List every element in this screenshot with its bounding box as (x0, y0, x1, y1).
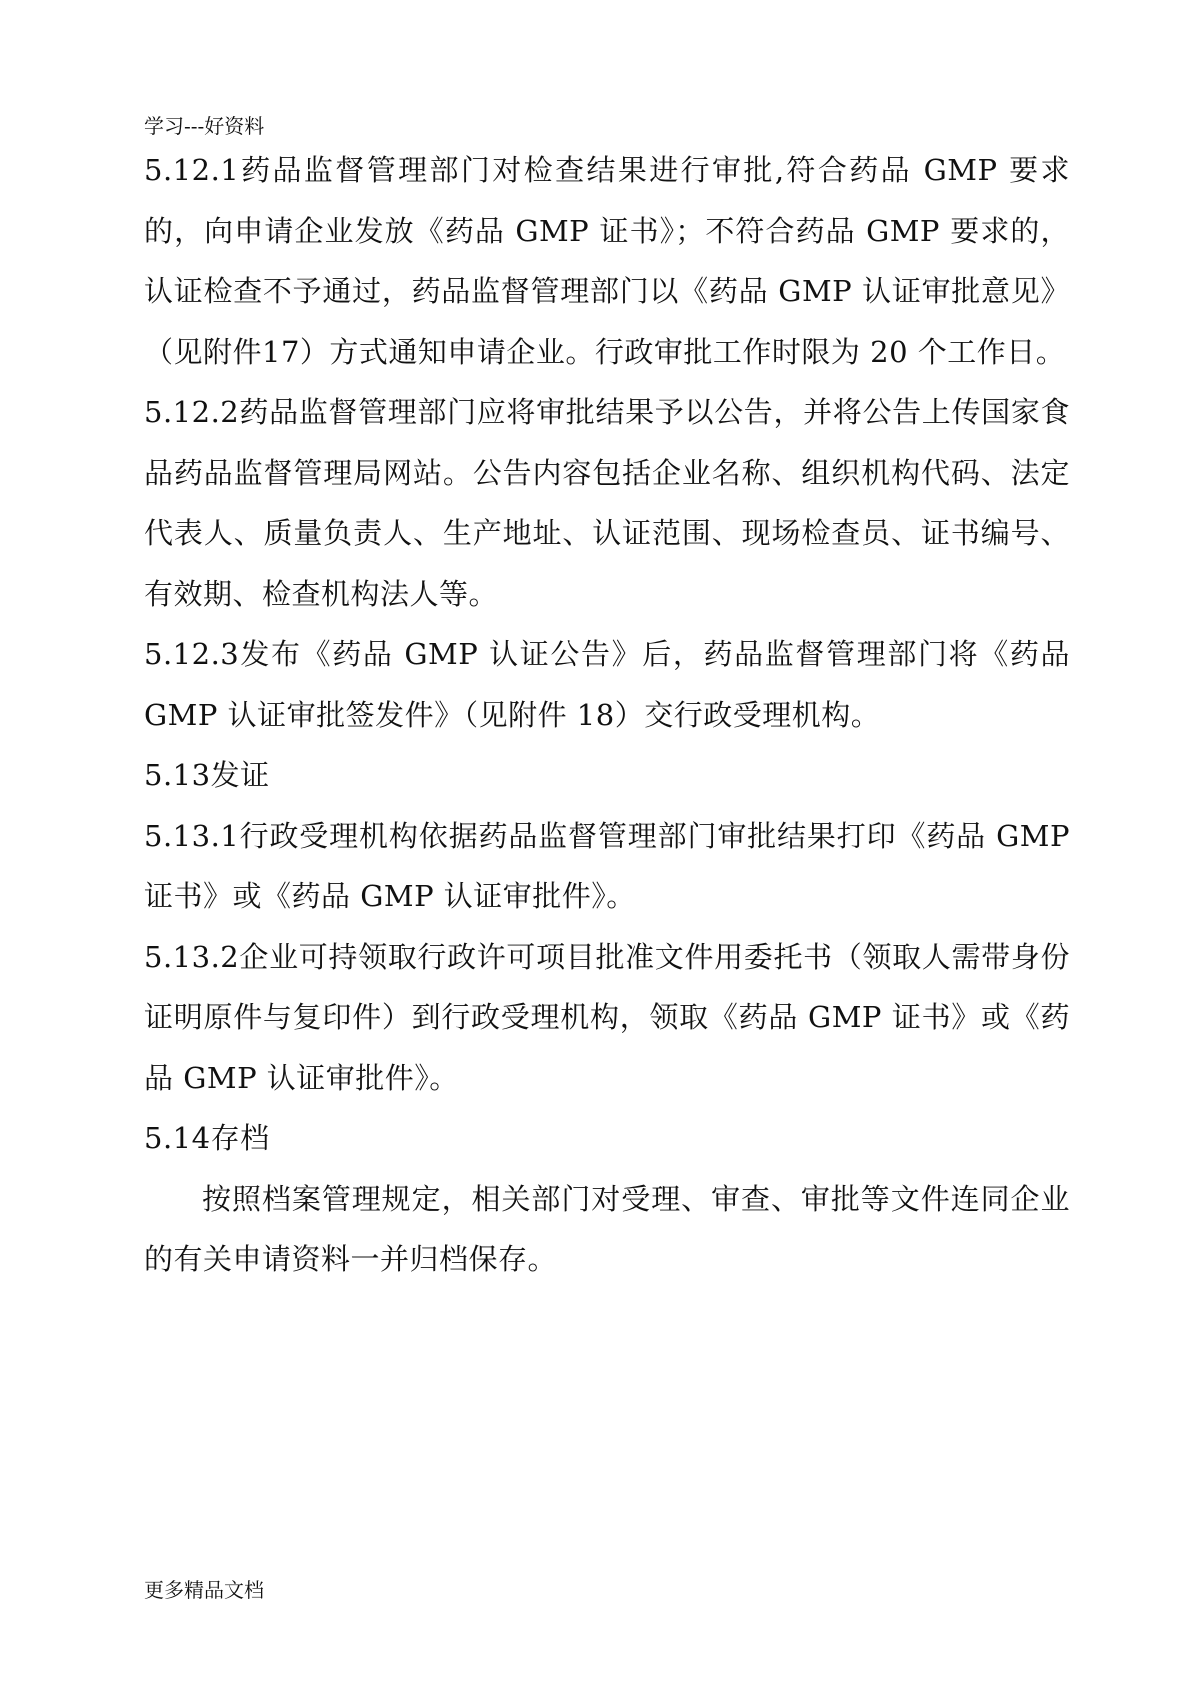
section-heading-5-13: 5.13发证 (144, 758, 270, 792)
paragraph-5-13-2: 5.13.2企业可持领取行政许可项目批准文件用委托书（领取人需带身份证明原件与复印件）到行政受理机构，领取《药品 GMP 证书》或《药品 GMP 认证审批件》。 (144, 939, 1070, 1095)
page-header: 学习---好资料 (144, 114, 265, 138)
section-heading-5-14: 5.14存档 (144, 1121, 270, 1155)
paragraph-5-12-3: 5.12.3发布《药品 GMP 认证公告》后，药品监督管理部门将《药品 GMP 认证审批签发件》（见附件 18）交行政受理机构。 (144, 637, 1070, 732)
paragraph-5-12-1: 5.12.1药品监督管理部门对检查结果进行审批,符合药品 GMP 要求的，向申请企业发放《药品 GMP 证书》；不符合药品 GMP 要求的，认证检查不予通过，药品监督管理部门以《药品 GMP 认证审批意见》（见附件17）方式通知申请企业。行政审批工作时限为 20 个工作日。 (144, 153, 1070, 369)
paragraph-archive: 按照档案管理规定，相关部门对受理、审查、审批等文件连同企业的有关申请资料一并归档保存。 (144, 1181, 1070, 1276)
paragraph-5-13-1: 5.13.1行政受理机构依据药品监督管理部门审批结果打印《药品 GMP 证书》或《药品 GMP 认证审批件》。 (144, 818, 1070, 913)
document-body (144, 140, 1070, 1290)
page-footer: 更多精品文档 (144, 1578, 264, 1602)
paragraph-5-12-2: 5.12.2药品监督管理部门应将审批结果予以公告，并将公告上传国家食品药品监督管理局网站。公告内容包括企业名称、组织机构代码、法定代表人、质量负责人、生产地址、认证范围、现场检查员、证书编号、有效期、检查机构法人等。 (144, 395, 1070, 611)
